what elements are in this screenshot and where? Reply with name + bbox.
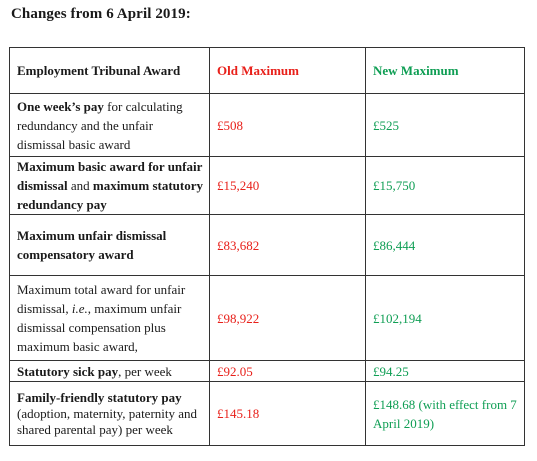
new-maximum-value: £15,750 <box>366 157 525 215</box>
bold-text-run: Statutory sick pay <box>17 363 119 379</box>
new-maximum-value: £94.25 <box>366 361 525 382</box>
italic-text-run: i.e. <box>71 301 88 316</box>
text-run: (adoption, maternity, paternity and shared parental pay) per week <box>17 405 198 437</box>
table-row <box>10 382 525 446</box>
text-run: for calculating redundancy and the unfair dismissal basic award <box>17 98 183 152</box>
bold-text-run: maximum statutory redundancy pay <box>17 178 203 212</box>
award-table <box>9 47 525 446</box>
old-maximum-value: £98,922 <box>210 276 366 361</box>
bold-text-run: Maximum basic award for unfair dismissal <box>17 159 203 193</box>
award-text <box>17 362 203 381</box>
old-maximum-value: £145.18 <box>210 382 366 446</box>
new-maximum-value: £102,194 <box>366 276 525 361</box>
text-run: , per week <box>118 363 172 379</box>
bold-text-run: Maximum unfair dismissal compensatory award <box>17 228 167 262</box>
bold-text-run: Family-friendly statutory pay <box>17 389 182 405</box>
new-maximum-value: £86,444 <box>366 215 525 276</box>
award-description <box>10 94 210 157</box>
table-row <box>10 276 525 361</box>
award-description <box>10 382 210 446</box>
new-maximum-value: £525 <box>366 94 525 157</box>
award-text <box>17 280 203 356</box>
award-text <box>17 390 203 438</box>
table-row <box>10 215 525 276</box>
old-maximum-value: £508 <box>210 94 366 157</box>
table-header-row <box>10 48 525 94</box>
award-description <box>10 276 210 361</box>
old-maximum-value: £83,682 <box>210 215 366 276</box>
header-award: Employment Tribunal Award <box>10 48 210 94</box>
text-run: and <box>67 178 93 193</box>
old-maximum-value: £15,240 <box>210 157 366 215</box>
text-run: Maximum total award for unfair dismissal, <box>17 282 186 316</box>
award-text <box>17 226 203 264</box>
award-description <box>10 157 210 215</box>
header-new-maximum: New Maximum <box>366 48 525 94</box>
old-maximum-value: £92.05 <box>210 361 366 382</box>
award-text <box>17 157 203 214</box>
new-maximum-value: £148.68 (with effect from 7 April 2019) <box>366 382 525 446</box>
header-old-maximum: Old Maximum <box>210 48 366 94</box>
award-description <box>10 215 210 276</box>
text-run: , maximum unfair dismissal compensation plus maximum basic award, <box>17 301 182 354</box>
award-text <box>17 97 203 154</box>
award-description <box>10 361 210 382</box>
table-row <box>10 157 525 215</box>
table-row <box>10 94 525 157</box>
bold-text-run: One week’s pay <box>17 98 104 114</box>
table-row <box>10 361 525 382</box>
page-heading: Changes from 6 April 2019: <box>11 6 191 22</box>
